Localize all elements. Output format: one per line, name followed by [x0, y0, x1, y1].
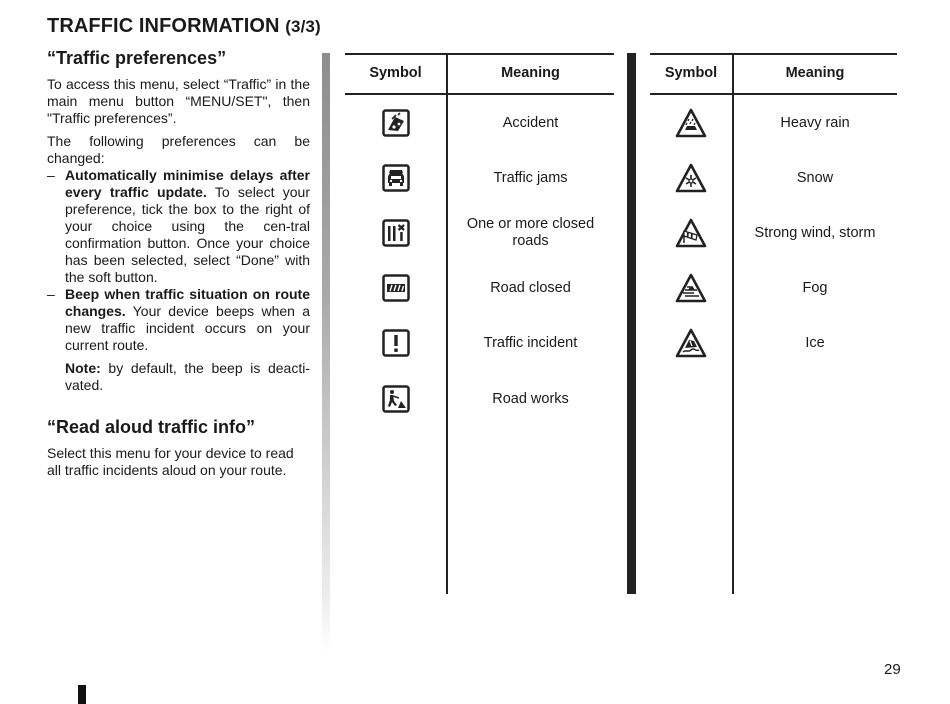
page-title	[47, 15, 321, 38]
read-aloud-paragraph: Select this menu for your device to read all traffic incidents aloud on your route.	[47, 445, 294, 478]
road-closed-icon	[382, 274, 410, 302]
read-aloud-heading: “Read aloud traffic info”	[47, 417, 256, 437]
gray-margin-bar	[322, 53, 330, 653]
table2-header-symbol: Symbol	[664, 65, 718, 81]
table2-header-meaning: Meaning	[785, 65, 845, 81]
table2-meaning-snow: Snow	[796, 169, 834, 186]
list-item: – Automatically minimise delays after every traffic update. To select your preference, tick the box to the right of your choice using the cen-tral confirmation button. Once your choice has been selected, select “Done” with the soft button.	[47, 167, 310, 285]
table2-meaning-heavy-rain: Heavy rain	[780, 114, 850, 131]
road-works-icon	[382, 385, 410, 413]
note-text: by default, the beep is deacti-vated.	[65, 360, 310, 393]
table-row	[345, 371, 614, 427]
ice-icon	[675, 328, 707, 358]
table-row	[650, 315, 897, 371]
table-row	[345, 260, 614, 316]
accident-icon	[382, 109, 410, 137]
page-number: 29	[884, 661, 901, 678]
table1-meaning-road-works: Road works	[492, 390, 569, 407]
heavy-rain-icon	[675, 108, 707, 138]
traffic-incident-icon	[382, 329, 410, 357]
symbol-table-1	[345, 53, 614, 594]
table2-meaning-strong-wind: Strong wind, storm	[754, 224, 876, 241]
table-row	[650, 205, 897, 261]
page-title-suffix: (3/3)	[285, 17, 321, 36]
corner-crop-mark	[78, 685, 86, 704]
table1-header-meaning: Meaning	[501, 65, 560, 81]
item1-bold: Automatically minimise delays after every traffic update.	[65, 167, 310, 200]
table-row	[650, 95, 897, 151]
table1-meaning-accident: Accident	[502, 114, 559, 131]
table1-meaning-road-closed: Road closed	[490, 279, 571, 296]
traffic-jam-icon	[382, 164, 410, 192]
fog-icon	[675, 273, 707, 303]
traffic-preferences-heading: “Traffic preferences”	[47, 48, 227, 68]
table-row	[345, 205, 614, 261]
note-paragraph	[65, 360, 310, 394]
table1-meaning-traffic-jams: Traffic jams	[493, 169, 568, 186]
item1-text: To select your preference, tick the box to the right of your choice using the cen-tral confirmation button. Once your choice has been selected, select “Done” with the soft button.	[65, 184, 310, 285]
item2-text: Your device beeps when a new traffic incident occurs on your current route.	[65, 303, 310, 353]
table-row	[650, 260, 897, 316]
left-column	[47, 48, 310, 485]
note-label: Note:	[65, 360, 101, 376]
table2-meaning-ice: Ice	[805, 334, 825, 351]
item2-bold: Beep when traffic situation on route changes.	[65, 286, 310, 319]
closed-roads-icon	[382, 219, 410, 247]
table1-meaning-closed-roads: One or more closed roads	[466, 216, 595, 249]
table1-header-symbol: Symbol	[369, 65, 422, 81]
snow-icon	[675, 163, 707, 193]
symbol-table-2	[650, 53, 897, 594]
following-paragraph: The following preferences can be changed:	[47, 133, 310, 166]
table-row	[345, 150, 614, 206]
table-row	[345, 95, 614, 151]
table2-meaning-fog: Fog	[802, 279, 828, 296]
strong-wind-icon	[675, 218, 707, 248]
access-paragraph: To access this menu, select “Traffic” in the main menu button “MENU/SET", then "Traffic preferences”.	[47, 76, 310, 126]
black-divider-bar	[627, 53, 636, 594]
table-row	[345, 315, 614, 371]
table1-meaning-traffic-incident: Traffic incident	[483, 334, 578, 351]
page-title-text: TRAFFIC INFORMATION	[47, 15, 280, 37]
table-row	[650, 150, 897, 206]
list-item: – Beep when traffic situation on route changes. Your device beeps when a new traffic incident occurs on your current route.	[47, 286, 310, 353]
